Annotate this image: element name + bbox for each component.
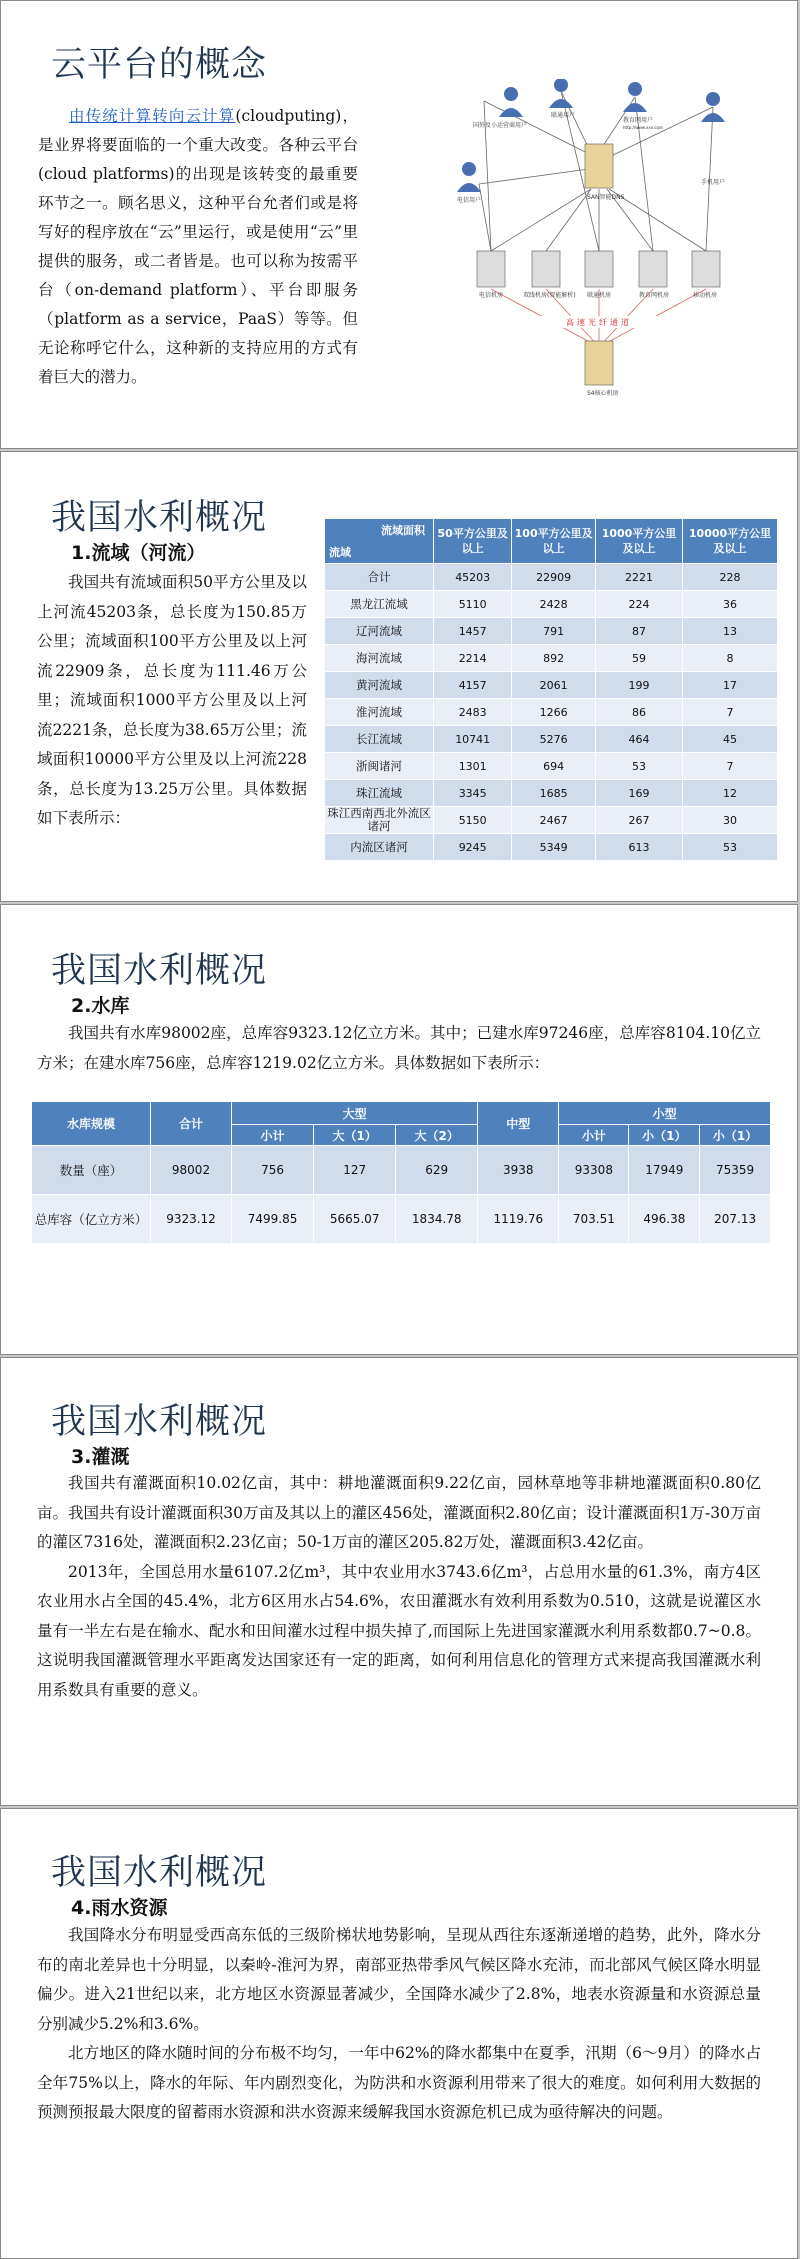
table-cell: 5150	[434, 807, 512, 834]
cloud-architecture-diagram	[451, 79, 771, 409]
table-row	[325, 699, 778, 726]
table-cell: 9323.12	[151, 1195, 232, 1244]
table-cell: 8	[683, 645, 778, 672]
basin-name-cell: 珠江流域	[325, 780, 434, 807]
table-cell: 7	[683, 699, 778, 726]
table-cell: 127	[314, 1146, 396, 1195]
column-subheader: 小（1）	[629, 1125, 700, 1146]
table-row	[325, 780, 778, 807]
diagram-label: 电信用户	[457, 197, 482, 204]
basin-name-cell: 珠江西南西北外流区诸河	[325, 807, 434, 834]
slide-river-basins	[0, 451, 798, 902]
diagram-label: 联通用户	[551, 112, 576, 119]
table-cell: 1685	[512, 780, 596, 807]
table-row	[325, 591, 778, 618]
slide-title: 云平台的概念	[51, 45, 268, 85]
table-cell: 98002	[151, 1146, 232, 1195]
slide-subtitle: 1.流域（河流）	[71, 542, 206, 564]
body-text: (cloudputing)，是业界将要面临的一个重大改变。各种云平台(cloud platforms)的出现是该转变的最重要环节之一。顾名思义，这种平台允者们或是将写好的程序放在“云”里运行，或是使用“云”里提供的服务，或二者皆是。也可以称为按需平台（on-demand platform）、平台即服务（platform as a service，PaaS）等等。但无论称呼它什么，这种新的支持应用的方式有着巨大的潜力。	[38, 107, 358, 386]
column-header: 中型	[478, 1102, 559, 1146]
table-cell: 267	[595, 807, 682, 834]
table-cell: 694	[512, 753, 596, 780]
slide-irrigation	[0, 1357, 798, 1806]
diagram-sublabel: http://www.xxx.com	[623, 125, 663, 130]
table-cell: 2428	[512, 591, 596, 618]
slide-reservoirs	[0, 904, 798, 1355]
table-cell: 4157	[434, 672, 512, 699]
row-label-cell: 数量（座）	[32, 1146, 151, 1195]
table-row	[32, 1195, 771, 1244]
column-header: 1000平方公里及以上	[595, 519, 682, 564]
table-row	[325, 807, 778, 834]
table-cell: 629	[396, 1146, 478, 1195]
table-cell: 464	[595, 726, 682, 753]
table-cell: 3345	[434, 780, 512, 807]
table-cell: 36	[683, 591, 778, 618]
column-header: 10000平方公里及以上	[683, 519, 778, 564]
table-cell: 5665.07	[314, 1195, 396, 1244]
table-cell: 5349	[512, 834, 596, 861]
table-row	[325, 618, 778, 645]
corner-bottom: 流域	[329, 546, 351, 559]
body-text: 我国共有灌溉面积10.02亿亩，其中：耕地灌溉面积9.22亿亩，园林草地等非耕地灌溉面积0.80亿亩。我国共有设计灌溉面积30万亩及其以上的灌区456处，灌溉面积2.80亿亩；设计灌溉面积1万-30万亩的灌区7316处，灌溉面积2.23亿亩；50-1万亩的灌区205.82万处，灌溉面积3.42亿亩。	[37, 1474, 761, 1551]
column-header: 大型	[232, 1102, 478, 1125]
table-cell: 7	[683, 753, 778, 780]
column-header: 100平方公里及以上	[512, 519, 596, 564]
column-subheader: 小（1）	[700, 1125, 771, 1146]
diagram-label: 教育网用户	[623, 117, 654, 124]
river-basin-table	[324, 518, 778, 861]
body-text: 2013年，全国总用水量6107.2亿m³，其中农业用水3743.6亿m³，占总用水量的61.3%，南方4区农业用水占全国的45.4%，北方6区用水占54.6%，农田灌溉水有效利用系数为0.510，这就是说灌区水量有一半左右是在输水、配水和田间灌水过程中损失掉了,而国际上先进国家灌溉水利用系数都0.7~0.8。这说明我国灌溉管理水平距离发达国家还有一定的距离，如何利用信息化的管理方式来提高我国灌溉水利用系数具有重要的意义。	[37, 1562, 761, 1699]
table-cell: 2061	[512, 672, 596, 699]
basin-name-cell: 合计	[325, 564, 434, 591]
diagram-label: 联通机房	[587, 292, 612, 299]
corner-top: 流域面积	[381, 524, 425, 537]
slide-body	[37, 1921, 761, 2128]
column-header: 合计	[151, 1102, 232, 1146]
slide-title: 我国水利概况	[51, 1402, 268, 1442]
table-cell: 1457	[434, 618, 512, 645]
table-cell: 53	[683, 834, 778, 861]
basin-name-cell: 辽河流域	[325, 618, 434, 645]
table-cell: 892	[512, 645, 596, 672]
cloud-link[interactable]: 由传统计算转向云计算	[69, 107, 236, 125]
table-cell: 86	[595, 699, 682, 726]
table-cell: 228	[683, 564, 778, 591]
body-text: 我国共有流域面积50平方公里及以上河流45203条，总长度为150.85万公里；流域面积100平方公里及以上河流22909条，总长度为111.46万公里；流域面积1000平方公里及以上河流2221条，总长度为38.65万公里；流域面积10000平方公里及以上河流228条，总长度为13.25万公里。具体数据如下表所示：	[37, 573, 307, 827]
slide-cloud-platform	[0, 0, 798, 449]
table-cell: 17949	[629, 1146, 700, 1195]
table-cell: 1119.76	[478, 1195, 559, 1244]
body-text: 北方地区的降水随时间的分布极不均匀，一年中62%的降水都集中在夏季，汛期（6～9月）的降水占全年75%以上，降水的年际、年内剧烈变化，为防洪和水资源利用带来了很大的难度。如何利用大数据的预测预报最大限度的留蓄雨水资源和洪水资源来缓解我国水资源危机已成为亟待解决的问题。	[37, 2044, 761, 2121]
table-cell: 59	[595, 645, 682, 672]
table-cell: 224	[595, 591, 682, 618]
table-cell: 1301	[434, 753, 512, 780]
table-cell: 169	[595, 780, 682, 807]
corner-header	[325, 519, 434, 564]
diagram-label: 电信机房	[479, 292, 504, 299]
column-subheader: 小计	[559, 1125, 629, 1146]
slide-body	[37, 1469, 761, 1705]
body-text: 我国降水分布明显受西高东低的三级阶梯状地势影响，呈现从西往东逐渐递增的趋势，此外，降水分布的南北差异也十分明显，以秦岭-淮河为界，南部亚热带季风气候区降水充沛，而北部风气候区降水明显偏少。进入21世纪以来，北方地区水资源显著减少，全国降水减少了2.8%，地表水资源量和水资源总量分别减少5.2%和3.6%。	[37, 1926, 761, 2033]
table-row	[325, 645, 778, 672]
diagram-label: 高速光纤通道	[566, 318, 632, 327]
table-row	[325, 834, 778, 861]
table-cell: 87	[595, 618, 682, 645]
table-header-row	[32, 1102, 771, 1125]
basin-name-cell: 黄河流域	[325, 672, 434, 699]
table-cell: 45203	[434, 564, 512, 591]
basin-name-cell: 海河流域	[325, 645, 434, 672]
column-subheader: 大（2）	[396, 1125, 478, 1146]
diagram-label: 手机用户	[701, 179, 726, 186]
table-cell: 75359	[700, 1146, 771, 1195]
diagram-label: 双线机房(智能解析)	[523, 292, 576, 299]
table-cell: 207.13	[700, 1195, 771, 1244]
table-cell: 93308	[559, 1146, 629, 1195]
row-label-cell: 总库容（亿立方米）	[32, 1195, 151, 1244]
table-cell: 9245	[434, 834, 512, 861]
diagram-label: 教育网机房	[639, 292, 670, 299]
slide-subtitle: 3.灌溉	[71, 1446, 130, 1468]
table-row	[32, 1146, 771, 1195]
slide-title: 我国水利概况	[51, 1853, 268, 1893]
table-cell: 496.38	[629, 1195, 700, 1244]
table-cell: 199	[595, 672, 682, 699]
table-cell: 12	[683, 780, 778, 807]
table-row	[325, 753, 778, 780]
slide-subtitle: 4.雨水资源	[71, 1897, 168, 1919]
basin-name-cell: 内流区诸河	[325, 834, 434, 861]
slide-title: 我国水利概况	[51, 951, 268, 991]
slide-body	[37, 568, 307, 834]
diagram-label: 国外及小运营商用户	[473, 122, 528, 129]
column-header: 小型	[559, 1102, 771, 1125]
table-cell: 2221	[595, 564, 682, 591]
column-header: 水库规模	[32, 1102, 151, 1146]
diagram-label: S4核心机房	[587, 390, 619, 397]
basin-name-cell: 浙闽诸河	[325, 753, 434, 780]
slide-body	[37, 1018, 761, 1078]
table-cell: 17	[683, 672, 778, 699]
column-subheader: 小计	[232, 1125, 314, 1146]
table-cell: 2483	[434, 699, 512, 726]
table-cell: 756	[232, 1146, 314, 1195]
table-cell: 10741	[434, 726, 512, 753]
slide-body	[38, 102, 358, 392]
table-cell: 2467	[512, 807, 596, 834]
slide-rainwater	[0, 1808, 798, 2259]
reservoir-table	[31, 1101, 771, 1244]
slide-subtitle: 2.水库	[71, 995, 130, 1017]
table-cell: 1266	[512, 699, 596, 726]
basin-name-cell: 长江流域	[325, 726, 434, 753]
slide-title: 我国水利概况	[51, 498, 268, 538]
table-cell: 5276	[512, 726, 596, 753]
table-cell: 3938	[478, 1146, 559, 1195]
table-cell: 791	[512, 618, 596, 645]
table-cell: 7499.85	[232, 1195, 314, 1244]
table-cell: 1834.78	[396, 1195, 478, 1244]
table-cell: 30	[683, 807, 778, 834]
column-header: 50平方公里及以上	[434, 519, 512, 564]
basin-name-cell: 黑龙江流域	[325, 591, 434, 618]
table-cell: 22909	[512, 564, 596, 591]
table-cell: 13	[683, 618, 778, 645]
table-row	[325, 564, 778, 591]
table-cell: 613	[595, 834, 682, 861]
table-header-row	[325, 519, 778, 564]
body-text: 我国共有水库98002座，总库容9323.12亿立方米。其中；已建水库97246座，总库容8104.10亿立方米；在建水库756座，总库容1219.02亿立方米。具体数据如下表所示：	[37, 1024, 761, 1072]
table-cell: 45	[683, 726, 778, 753]
table-cell: 703.51	[559, 1195, 629, 1244]
table-row	[325, 672, 778, 699]
diagram-label: SAN智能DNS	[587, 194, 625, 201]
basin-name-cell: 淮河流域	[325, 699, 434, 726]
column-subheader: 大（1）	[314, 1125, 396, 1146]
table-cell: 53	[595, 753, 682, 780]
table-cell: 2214	[434, 645, 512, 672]
table-cell: 5110	[434, 591, 512, 618]
table-row	[325, 726, 778, 753]
diagram-label: 移动机房	[693, 292, 718, 299]
